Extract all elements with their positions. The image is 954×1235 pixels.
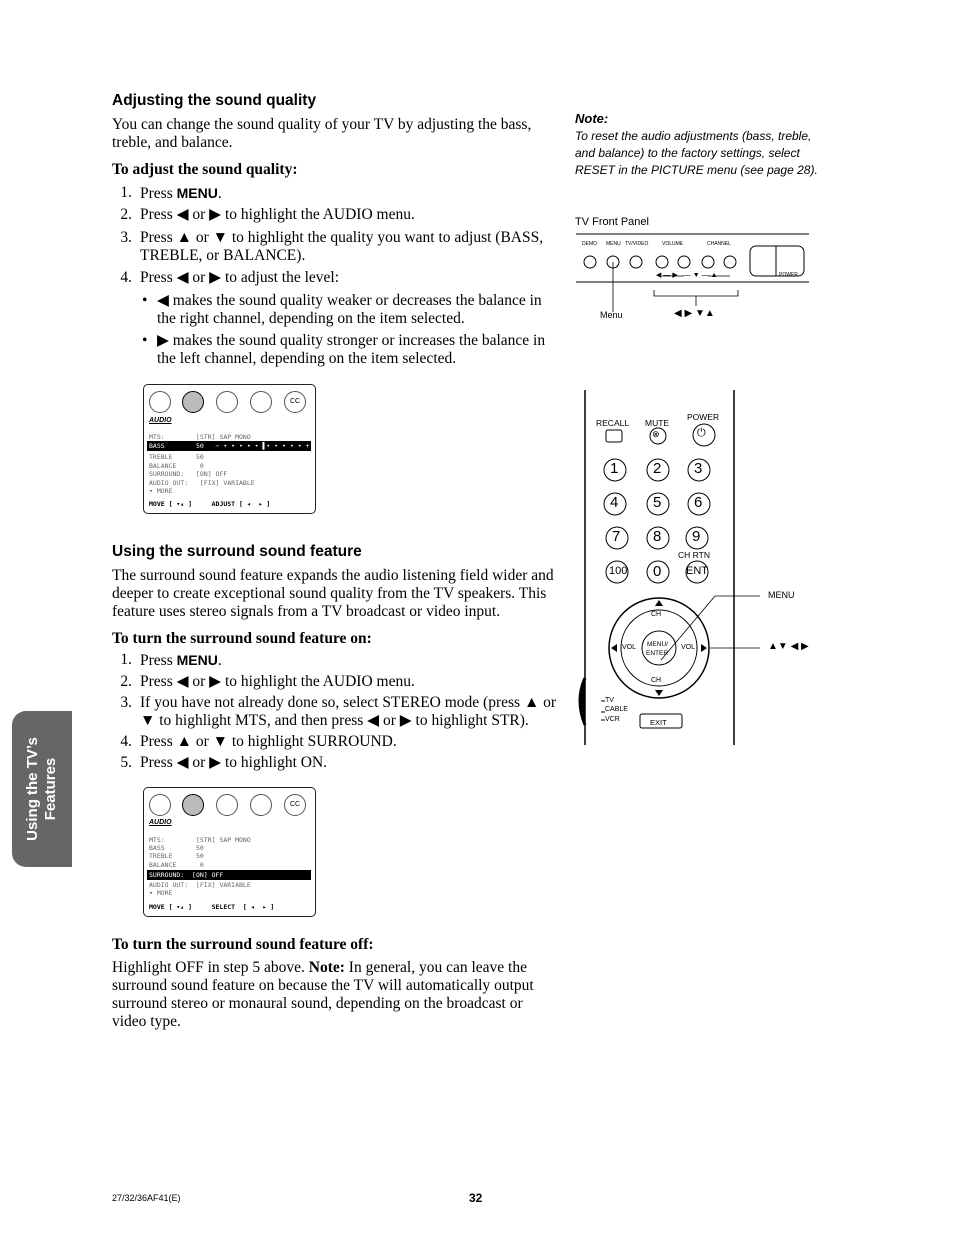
digit-2: 2	[653, 460, 662, 477]
panel-label-menu: MENU	[606, 241, 621, 247]
chapter-side-tab	[12, 711, 72, 867]
remote-callout-menu: MENU	[768, 590, 795, 600]
digit-7: 7	[612, 528, 621, 545]
remote-callout-arrows: ▲▼ ◀ ▶	[768, 641, 809, 652]
panel-callout-menu: Menu	[600, 310, 623, 320]
ch-rtn-label: CH RTN	[678, 550, 710, 560]
sound-quality-subheading: To adjust the sound quality:	[112, 161, 298, 178]
osd-title: AUDIO	[149, 819, 172, 826]
picture-icon	[149, 794, 171, 816]
sound-quality-intro: You can change the sound quality of your TV by adjusting the bass, treble, and balance.	[112, 116, 532, 151]
button-100: 100	[609, 565, 628, 577]
menu-keyword: MENU	[176, 652, 218, 668]
ch-up-label: CH	[651, 611, 662, 618]
bullet-stronger: • ▶ makes the sound quality stronger or increases the balance in the left channel, depending on the item selected.	[142, 332, 546, 367]
step-2: 2. Press ◀ or ▶ to highlight the AUDIO menu.	[120, 206, 415, 223]
panel-label-demo: DEMO	[582, 241, 597, 247]
osd-row: ▾ MORE	[149, 487, 173, 495]
panel-label-volume: VOLUME	[662, 241, 684, 247]
osd-row: ▾ MORE	[149, 889, 173, 897]
vol-left-label: VOL	[622, 644, 637, 651]
osd-row: TREBLE 50	[149, 453, 204, 461]
surround-step-2: 2. Press ◀ or ▶ to highlight the AUDIO menu.	[120, 673, 415, 690]
step-4: 4. Press ◀ or ▶ to adjust the level:	[120, 269, 340, 286]
panel-label-tvvideo: TV/VIDEO	[625, 241, 649, 247]
mute-label: MUTE	[645, 418, 670, 428]
surround-off-text: Highlight OFF in step 5 above. Note: In general, you can leave the surround sound feature on because the TV will automatically output surround stereo or monaural sound, depending on the broadcast or video type.	[112, 959, 534, 1030]
digit-8: 8	[653, 528, 662, 545]
side-tab-line-2: Features	[42, 757, 59, 821]
surround-step-5: 5. Press ◀ or ▶ to highlight ON.	[120, 754, 328, 771]
section-heading-sound-quality: Adjusting the sound quality	[112, 92, 317, 109]
osd-row-selected: SURROUND: [ON] OFF	[147, 870, 311, 880]
osd-footer: MOVE [ ▾▴ ] ADJUST [ ◂ ▸ ]	[149, 500, 271, 508]
osd-row: TREBLE 50	[149, 852, 204, 860]
cc-icon: CC	[284, 794, 306, 816]
section-heading-surround: Using the surround sound feature	[112, 543, 362, 560]
setup-icon	[216, 794, 238, 816]
digit-9: 9	[692, 528, 701, 545]
step-3: 3. Press ▲ or ▼ to highlight the quality you want to adjust (BASS, TREBLE, or BALANCE).	[120, 229, 544, 264]
osd-row: AUDIO OUT: [FIX] VARIABLE	[149, 881, 251, 889]
digit-1: 1	[610, 460, 619, 477]
osd-row: SURROUND: [ON] OFF	[149, 470, 228, 478]
side-tab-line-1: Using the TV’s	[24, 737, 41, 841]
osd-title: AUDIO	[149, 417, 172, 424]
surround-step-4: 4. Press ▲ or ▼ to highlight SURROUND.	[120, 733, 397, 750]
note-inline-label: Note:	[308, 959, 345, 976]
menu-keyword: MENU	[176, 185, 218, 201]
mute-icon: ⊗	[652, 429, 660, 439]
mode-vcr-label: VCR	[605, 716, 620, 723]
theater-icon	[250, 391, 272, 413]
audio-menu-screen-bass	[143, 384, 316, 514]
osd-row: BASS 50	[149, 844, 204, 852]
surround-step-3: 3. If you have not already done so, select STEREO mode (press ▲ or ▼ to highlight MTS, and then press ◀ or ▶ to highlight STR).	[120, 694, 557, 729]
cc-icon: CC	[284, 391, 306, 413]
digit-0: 0	[653, 563, 662, 580]
osd-row: AUDIO OUT: [FIX] VARIABLE	[149, 479, 255, 487]
surround-intro: The surround sound feature expands the audio listening field wider and deeper to create exceptional sound quality from the TV speakers. This feature uses stereo signals from a TV broadcast or video input.	[112, 567, 554, 620]
osd-row: BALANCE 0	[149, 861, 204, 869]
osd-row-selected: BASS 50 − • • • • • ▌• • • • • +	[149, 442, 310, 450]
power-icon: ⏻	[697, 427, 706, 439]
setup-icon	[216, 391, 238, 413]
theater-icon	[250, 794, 272, 816]
note-text: To reset the audio adjustments (bass, treble, and balance) to the factory settings, select RESET in the PICTURE menu (see page 28).	[575, 129, 818, 177]
mode-tv-label: TV	[605, 697, 614, 704]
osd-footer: MOVE [ ▾▴ ] SELECT [ ◂ ▸ ]	[149, 903, 275, 911]
panel-label-channel: CHANNEL	[707, 241, 731, 247]
panel-callout-arrows: ◀ ▶ ▼▲	[674, 308, 715, 319]
mode-cable-label: CABLE	[605, 706, 628, 713]
ent-button: ENT	[686, 565, 708, 577]
front-panel-caption: TV Front Panel	[575, 216, 649, 228]
note-label: Note:	[575, 111, 609, 126]
recall-label: RECALL	[596, 418, 630, 428]
ch-down-label: CH	[651, 677, 662, 684]
osd-row: BALANCE 0	[149, 462, 204, 470]
digit-5: 5	[653, 494, 662, 511]
digit-4: 4	[610, 494, 619, 511]
surround-off-subheading: To turn the surround sound feature off:	[112, 936, 374, 953]
step-1: 1. Press MENU.	[120, 184, 222, 202]
power-label: POWER	[687, 412, 720, 422]
menu-enter-label-1: MENU/	[647, 641, 668, 648]
digit-6: 6	[694, 494, 703, 511]
menu-enter-label-2: ENTER	[646, 650, 669, 657]
audio-icon	[182, 391, 204, 413]
exit-button-label: EXIT	[650, 718, 667, 727]
audio-menu-screen-surround	[143, 787, 316, 917]
surround-on-subheading: To turn the surround sound feature on:	[112, 630, 372, 647]
osd-row: MTS: [STR] SAP MONO	[149, 433, 251, 441]
page-number: 32	[469, 1191, 483, 1205]
model-number: 27/32/36AF41(E)	[112, 1193, 181, 1203]
bullet-weaker: • ◀ makes the sound quality weaker or decreases the balance in the right channel, depending on the item selected.	[142, 292, 542, 327]
audio-icon	[182, 794, 204, 816]
panel-power-label: POWER	[779, 272, 798, 278]
panel-arrow-icons: ◀—▶ —▼—▲	[656, 272, 720, 279]
osd-row: MTS: [STR] SAP MONO	[149, 836, 251, 844]
digit-3: 3	[694, 460, 703, 477]
surround-step-1: 1. Press MENU.	[120, 651, 222, 669]
picture-icon	[149, 391, 171, 413]
vol-right-label: VOL	[681, 644, 696, 651]
